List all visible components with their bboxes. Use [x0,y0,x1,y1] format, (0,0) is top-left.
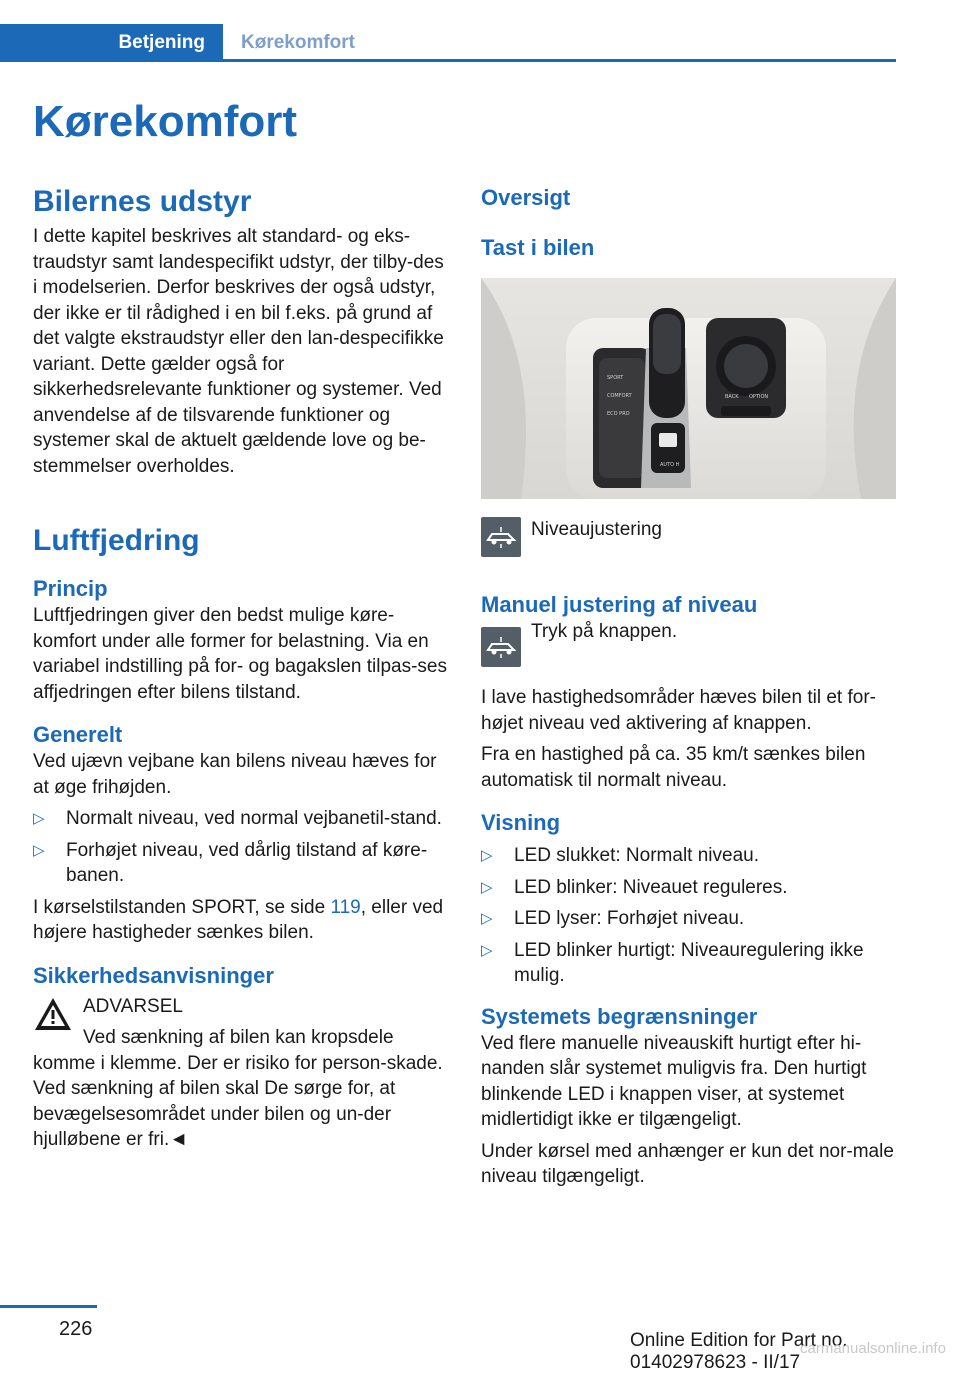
subtitle-principle: Princip [33,576,108,601]
photo-label-option: OPTION [749,394,769,400]
list-item: ▷ LED slukket: Normalt niveau. [481,843,897,869]
center-console-photo [481,278,896,499]
niveau-label: Niveaujustering [531,519,662,540]
photo-label-ecopro: ECO PRO [607,411,630,417]
car-level-icon [481,517,521,557]
subtitle-manual: Manuel justering af niveau [481,592,758,617]
right-column [481,184,897,1190]
edition-note: Online Edition for Part no. 01402978623 - II/17 [630,1330,848,1373]
triangle-bullet-icon: ▷ [481,878,493,896]
principle-paragraph: Luftfjedringen giver den bedst mulige køre-komfort under alle former for belastning. Via en variabel indstilling på for- og bagakslen tilpas-ses affjedringen efter bilens tilstand. [33,605,448,703]
manual-paragraph-2: Fra en hastighed på ca. 35 km/t sænkes bilen automatisk til normalt niveau. [481,744,866,791]
car-level-icon [481,627,521,667]
niveau-legend [481,517,897,557]
page-number: 226 [59,1318,93,1340]
list-item: ▷ LED blinker: Niveauet reguleres. [481,875,897,901]
footer-rule [0,1305,97,1308]
section-title-airsuspension: Luftfjedring [33,524,200,557]
warning-label: ADVARSEL [83,995,183,1017]
triangle-bullet-icon: ▷ [481,910,493,927]
left-column [33,184,449,1153]
triangle-bullet-icon: ▷ [33,810,45,827]
list-item: ▷ Normalt niveau, ved normal vejbanetil-stand. [33,806,449,832]
header-tabs [0,0,896,62]
list-item: ▷ LED blinker hurtigt: Niveauregulering ikke mulig. [481,939,864,986]
subtitle-overview: Oversigt [481,185,571,210]
subtitle-button: Tast i bilen [481,235,595,260]
warning-block [33,990,449,1051]
tab-korekomfort[interactable]: Kørekomfort [241,32,356,53]
sport-paragraph: I kørselstilstanden SPORT, se side 119, eller ved højere hastigheder sænkes bilen. [33,896,444,943]
list-item: ▷ LED lyser: Forhøjet niveau. [481,906,897,932]
tab-betjening[interactable]: Betjening [0,24,223,62]
warning-triangle-icon [33,994,73,1034]
triangle-bullet-icon: ▷ [33,841,45,859]
warning-text: komme i klemme. Der er risiko for person-skade. Ved sænkning af bilen skal De sørge for, at bevægelsesområdet under bilen og un-der hjulløbene er fri.◄ [33,1052,443,1150]
section-title-equipment: Bilernes udstyr [33,185,252,218]
warning-first-line: Ved sænkning af bilen kan kropsdele [83,1027,394,1048]
limits-paragraph-1: Ved flere manuelle niveauskift hurtigt efter hi-nanden slår systemet muligvis fra. Den hurtigt blinkende LED i knappen viser, at systemet midlertidigt ikke er tilgængeligt. [481,1032,867,1130]
press-button-text: Tryk på knappen. [531,621,678,642]
general-paragraph: Ved ujævn vejbane kan bilens niveau hæves for at øge frihøjden. [33,751,437,798]
photo-label-back: BACK [725,394,739,400]
header-rule [0,59,896,62]
subtitle-limits: Systemets begrænsninger [481,1003,758,1029]
photo-label-sport: SPORT [607,375,624,381]
page-title: Kørekomfort [33,97,298,146]
subtitle-display: Visning [481,810,561,835]
subtitle-general: Generelt [33,722,123,747]
photo-label-comfort: COMFORT [607,393,632,399]
watermark: carmanualsonline.info [800,1340,946,1357]
photo-label-autoh: AUTO H [660,462,680,468]
limits-paragraph-2: Under kørsel med anhænger er kun det nor-male niveau tilgængeligt. [481,1140,894,1187]
list-item: ▷ Forhøjet niveau, ved dårlig tilstand af køre-banen. [33,839,428,886]
level-list [33,806,449,889]
press-button-row [481,619,897,667]
led-list [481,843,897,989]
triangle-bullet-icon: ▷ [481,847,493,864]
equipment-paragraph: I dette kapitel beskrives alt standard- og eks-traudstyr samt landespecifikt udstyr, der tilby-des i modelserien. Derfor beskrives der også udstyr, der ikke er til rådighed i en bil f.eks. på grund af det valgte ekstraudstyr eller den lan-despecifikke variant. Dette gælder også for sikkerhedsrelevante funktioner og systemer. Ved anvendelse af de tilsvarende funktioner og systemer skal de aktuelt gældende love og be-stemmelser overholdes. [33,226,444,477]
manual-paragraph-1: I lave hastighedsområder hæves bilen til et for-højet niveau ved aktivering af knappen. [481,687,876,734]
page-link-119[interactable]: 119 [330,896,361,918]
subtitle-safety: Sikkerhedsanvisninger [33,962,274,988]
triangle-bullet-icon: ▷ [481,941,493,959]
